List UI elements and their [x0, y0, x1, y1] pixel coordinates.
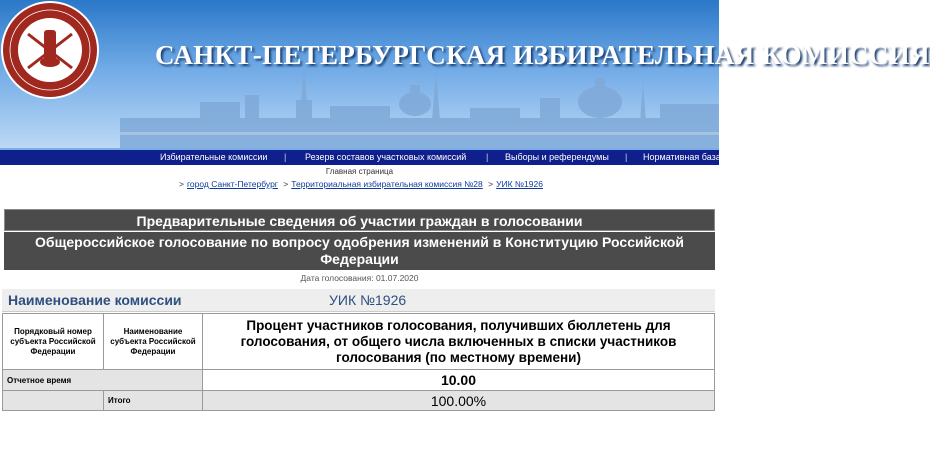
breadcrumb-separator: >: [283, 179, 289, 189]
nav-separator: |: [486, 152, 489, 162]
col-header-region-name: Наименование субъекта Российской Федерации: [104, 314, 203, 370]
nav-item-election-commissions[interactable]: Избирательные комиссии: [160, 152, 268, 162]
commission-name: УИК №1926: [329, 292, 407, 308]
vote-date-value: 01.07.2020: [375, 273, 419, 283]
site-banner: [0, 0, 930, 148]
col-header-turnout-percent: Процент участников голосования, получивших бюллетень для голосования, от общего числа включенных в списки участников голосования (по местному времени): [203, 314, 715, 370]
nav-separator: |: [284, 152, 287, 162]
nav-item-legal-base[interactable]: Нормативная база: [643, 152, 721, 162]
row-label-total: Итого: [104, 391, 203, 411]
commission-seal-logo[interactable]: [0, 0, 100, 100]
breadcrumb-city[interactable]: город Санкт-Петербург: [187, 179, 278, 189]
row-label-report-time: Отчетное время: [3, 370, 203, 391]
report-title: Предварительные сведения об участии граждан в голосовании: [4, 209, 715, 231]
total-percent-value: 100.00%: [203, 391, 715, 411]
table-row: [3, 391, 715, 411]
breadcrumb-territorial-commission[interactable]: Территориальная избирательная комиссия №28: [291, 179, 483, 189]
report-time-value: 10.00: [203, 370, 715, 391]
vote-date-label: Дата голосования:: [300, 273, 374, 283]
nav-separator: |: [625, 152, 628, 162]
commission-label: Наименование комиссии: [8, 292, 182, 308]
banner-title: САНКТ-ПЕТЕРБУРГСКАЯ ИЗБИРАТЕЛЬНАЯ КОМИССИЯ: [155, 40, 930, 70]
home-link[interactable]: Главная страница: [325, 167, 394, 176]
commission-row: [2, 289, 715, 312]
breadcrumb: [0, 179, 719, 189]
table-header-row: [3, 314, 715, 370]
top-nav: [0, 148, 719, 165]
breadcrumb-separator: >: [488, 179, 494, 189]
nav-item-elections[interactable]: Выборы и референдумы: [505, 152, 609, 162]
empty-cell: [3, 391, 104, 411]
results-table: [2, 313, 715, 411]
breadcrumb-separator: >: [179, 179, 184, 189]
table-row: [3, 370, 715, 391]
breadcrumb-uik[interactable]: УИК №1926: [496, 179, 543, 189]
nav-item-reserve[interactable]: Резерв составов участковых комиссий: [305, 152, 467, 162]
report-subtitle: Общероссийское голосование по вопросу одобрения изменений в Конституцию Российской Федерации: [4, 232, 715, 270]
city-skyline: [0, 0, 719, 148]
vote-date: [0, 273, 719, 283]
col-header-region-number: Порядковый номер субъекта Российской Федерации: [3, 314, 104, 370]
